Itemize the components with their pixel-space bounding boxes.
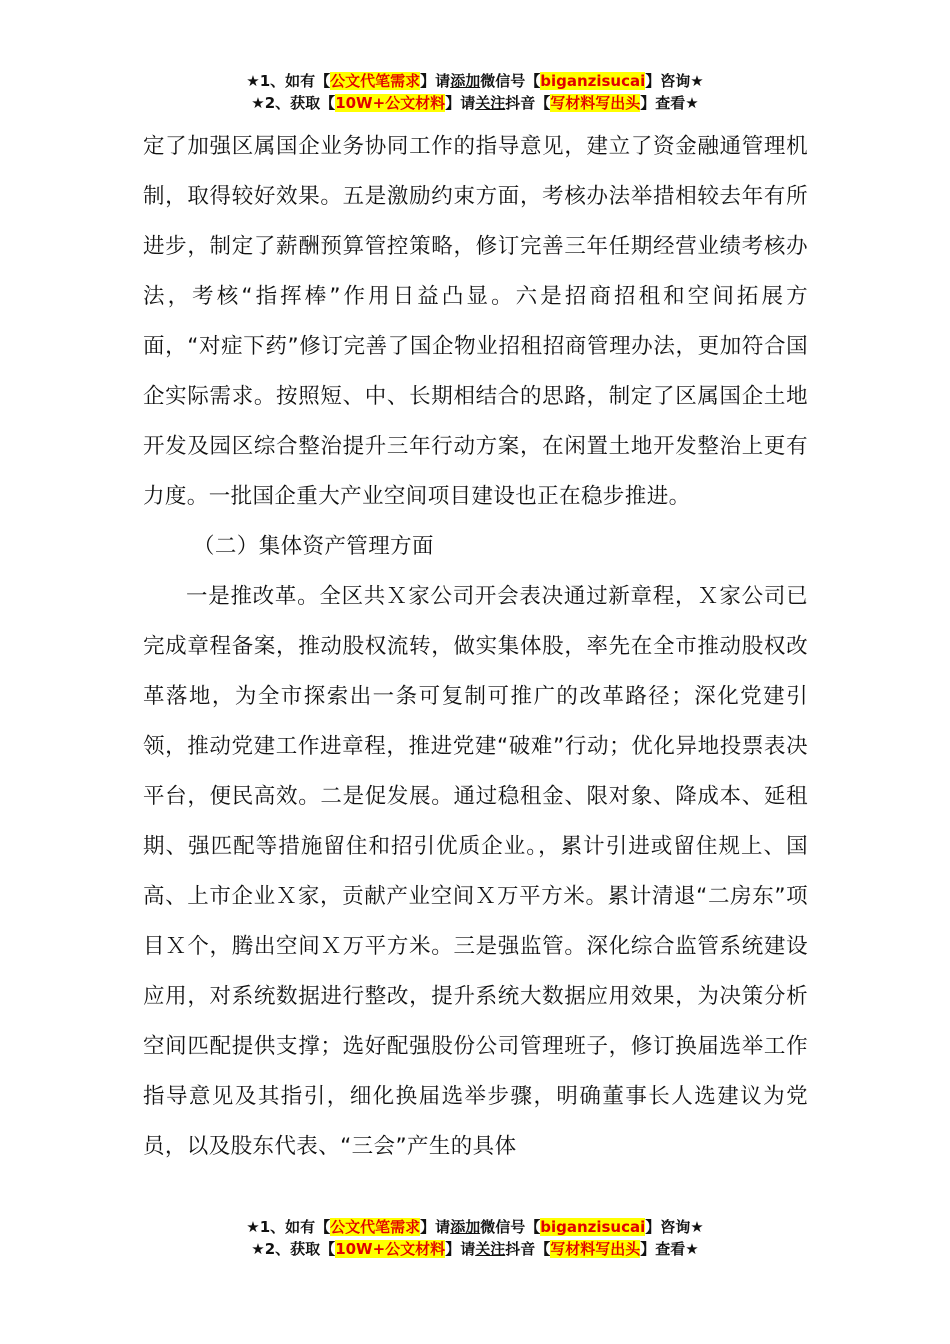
banner-text: 微信号【: [480, 72, 541, 90]
banner-text: 】请: [420, 72, 451, 90]
banner-text: 】请: [445, 94, 476, 112]
banner-text: ★2、获取【: [251, 94, 336, 112]
banner-text: ★1、如有【: [246, 1218, 331, 1236]
banner-highlight-service: 公文代笔需求: [330, 72, 421, 90]
banner-highlight-douyin: 写材料写出头: [550, 1240, 641, 1258]
banner-text: 抖音【: [505, 94, 551, 112]
banner-text: ★2、获取【: [251, 1240, 336, 1258]
banner-text: 】咨询★: [645, 72, 704, 90]
section-heading-collective-assets: （二）集体资产管理方面: [193, 534, 434, 559]
banner-text: 】查看★: [640, 1240, 699, 1258]
banner-text: 微信号【: [480, 1218, 541, 1236]
banner-line-1: [0, 1216, 950, 1238]
banner-line-2: [0, 1238, 950, 1260]
document-body: [143, 122, 808, 1172]
banner-text: 】查看★: [640, 94, 699, 112]
banner-highlight-service: 公文代笔需求: [330, 1218, 421, 1236]
footer-banner: [0, 1216, 950, 1260]
banner-text: 】请: [420, 1218, 451, 1236]
banner-highlight-wechat-id: biganzisucai: [540, 72, 646, 90]
banner-highlight-douyin: 写材料写出头: [550, 94, 641, 112]
banner-highlight-materials: 10W+公文材料: [335, 1240, 446, 1258]
paragraph-collective-assets: 一是推改革。全区共Ｘ家公司开会表决通过新章程，Ｘ家公司已完成章程备案，推动股权流转，做实集体股，率先在全市推动股权改革落地，为全市探索出一条可复制可推广的改革路径；深化党建引领，推动党建工作进章程，推进党建“破难”行动；优化异地投票表决平台，便民高效。二是促发展。通过稳租金、限对象、降成本、延租期、强匹配等措施留住和招引优质企业。，累计引进或留住规上、国高、上市企业Ｘ家，贡献产业空间Ｘ万平方米。累计清退“二房东”项目Ｘ个，腾出空间Ｘ万平方米。三是强监管。深化综合监管系统建设应用，对系统数据进行整改，提升系统大数据应用效果，为决策分析空间匹配提供支撑；选好配强股份公司管理班子，修订换届选举工作指导意见及其指引，细化换届选举步骤，明确董事长人选建议为党员，以及股东代表、“三会”产生的具体: [143, 584, 808, 1159]
banner-highlight-wechat-id: biganzisucai: [540, 1218, 646, 1236]
banner-emphasis: 添加: [450, 72, 481, 90]
header-banner: [0, 70, 950, 114]
banner-text: ★1、如有【: [246, 72, 331, 90]
banner-emphasis: 添加: [450, 1218, 481, 1236]
banner-text: 抖音【: [505, 1240, 551, 1258]
paragraph-continuation: 定了加强区属国企业务协同工作的指导意见，建立了资金融通管理机制，取得较好效果。五是激励约束方面，考核办法举措相较去年有所进步，制定了薪酬预算管控策略，修订完善三年任期经营业绩考核办法，考核“指挥棒”作用日益凸显。六是招商招租和空间拓展方面，“对症下药”修订完善了国企物业招租招商管理办法，更加符合国企实际需求。按照短、中、长期相结合的思路，制定了区属国企土地开发及园区综合整治提升三年行动方案，在闲置土地开发整治上更有力度。一批国企重大产业空间项目建设也正在稳步推进。: [143, 134, 808, 509]
banner-highlight-materials: 10W+公文材料: [335, 94, 446, 112]
banner-line-2: [0, 92, 950, 114]
banner-text: 】请: [445, 1240, 476, 1258]
banner-line-1: [0, 70, 950, 92]
banner-emphasis: 关注: [475, 1240, 506, 1258]
banner-emphasis: 关注: [475, 94, 506, 112]
banner-text: 】咨询★: [645, 1218, 704, 1236]
